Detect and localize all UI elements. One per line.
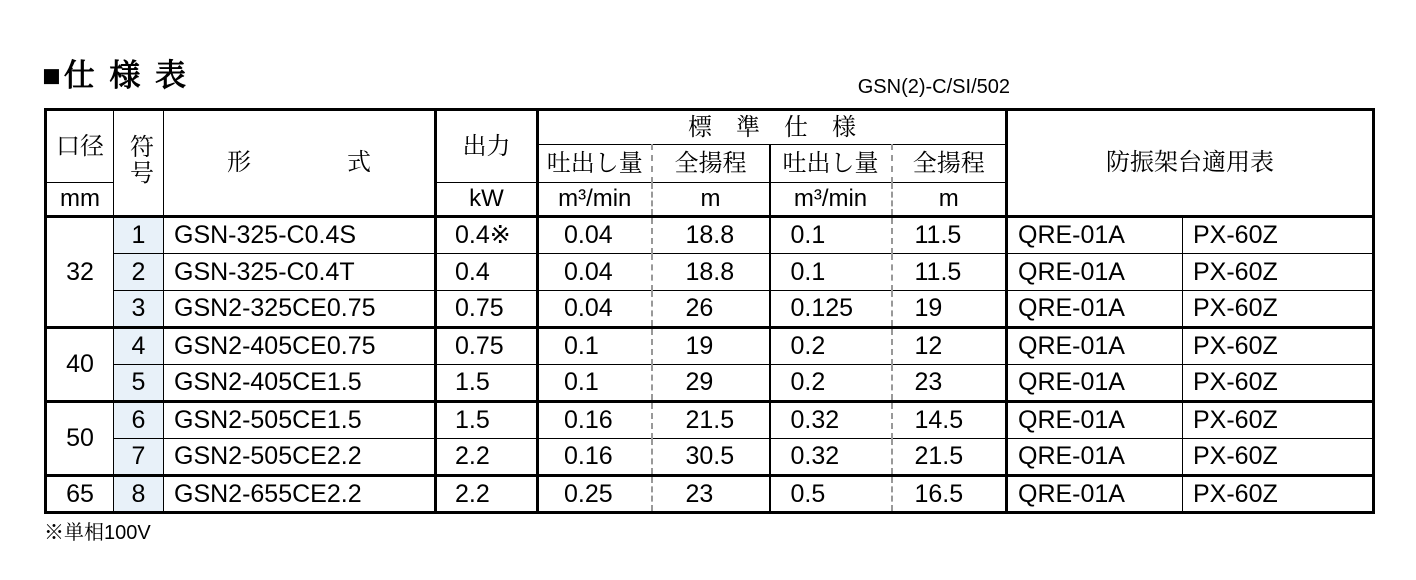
mount1-cell: QRE-01A: [1007, 254, 1183, 291]
output-cell: 1.5: [436, 402, 538, 439]
head1-cell: 26: [652, 291, 770, 328]
head1-cell: 30.5: [652, 439, 770, 476]
bore-cell: 65: [46, 476, 114, 513]
output-cell: 0.75: [436, 328, 538, 365]
mount1-cell: QRE-01A: [1007, 217, 1183, 254]
discharge2-cell: 0.2: [770, 328, 892, 365]
discharge2-cell: 0.32: [770, 402, 892, 439]
mount2-cell: PX-60Z: [1183, 439, 1374, 476]
mount2-cell: PX-60Z: [1183, 254, 1374, 291]
mount1-cell: QRE-01A: [1007, 328, 1183, 365]
model-cell: GSN2-505CE1.5: [164, 402, 436, 439]
head2-cell: 12: [892, 328, 1007, 365]
discharge1-cell: 0.1: [538, 328, 652, 365]
mount2-cell: PX-60Z: [1183, 476, 1374, 513]
table-row: [46, 328, 1374, 365]
discharge1-cell: 0.04: [538, 291, 652, 328]
output-cell: 2.2: [436, 476, 538, 513]
discharge2-cell: 0.32: [770, 439, 892, 476]
symbol-cell: 4: [114, 328, 164, 365]
spec-table: [44, 108, 1375, 514]
discharge2-cell: 0.1: [770, 254, 892, 291]
table-row: [46, 291, 1374, 328]
output-cell: 0.4: [436, 254, 538, 291]
table-row: [46, 254, 1374, 291]
head1-cell: 21.5: [652, 402, 770, 439]
table-row: [46, 217, 1374, 254]
col-header-discharge2: 吐出し量: [770, 145, 892, 183]
col-header-discharge1: 吐出し量: [538, 145, 652, 183]
head2-cell: 11.5: [892, 217, 1007, 254]
head2-cell: 14.5: [892, 402, 1007, 439]
col-header-standard-spec: 標 準 仕 様: [538, 110, 1007, 145]
unit-head1: m: [652, 183, 770, 217]
unit-bore: mm: [46, 183, 114, 217]
mount2-cell: PX-60Z: [1183, 365, 1374, 402]
footnote: ※単相100V: [44, 522, 151, 544]
symbol-cell: 7: [114, 439, 164, 476]
mount2-cell: PX-60Z: [1183, 217, 1374, 254]
symbol-cell: 2: [114, 254, 164, 291]
col-header-symbol: [114, 110, 164, 217]
table-row: [46, 402, 1374, 439]
head1-cell: 19: [652, 328, 770, 365]
discharge1-cell: 0.04: [538, 254, 652, 291]
col-header-symbol-label: 符号: [125, 134, 153, 187]
symbol-cell: 6: [114, 402, 164, 439]
mount1-cell: QRE-01A: [1007, 476, 1183, 513]
bore-cell: 40: [46, 328, 114, 402]
mount1-cell: QRE-01A: [1007, 439, 1183, 476]
head2-cell: 23: [892, 365, 1007, 402]
document-code: GSN(2)-C/SI/502: [857, 76, 1010, 98]
col-header-output: 出力: [436, 110, 538, 183]
head2-cell: 19: [892, 291, 1007, 328]
discharge2-cell: 0.125: [770, 291, 892, 328]
symbol-cell: 5: [114, 365, 164, 402]
model-cell: GSN-325-C0.4T: [164, 254, 436, 291]
model-cell: GSN2-325CE0.75: [164, 291, 436, 328]
head2-cell: 21.5: [892, 439, 1007, 476]
header-row-1: [46, 110, 1374, 145]
unit-output: kW: [436, 183, 538, 217]
output-cell: 0.75: [436, 291, 538, 328]
head2-cell: 11.5: [892, 254, 1007, 291]
head1-cell: 23: [652, 476, 770, 513]
mount2-cell: PX-60Z: [1183, 291, 1374, 328]
discharge1-cell: 0.16: [538, 402, 652, 439]
col-header-head2: 全揚程: [892, 145, 1007, 183]
mount1-cell: QRE-01A: [1007, 291, 1183, 328]
col-header-head1: 全揚程: [652, 145, 770, 183]
model-cell: GSN2-405CE1.5: [164, 365, 436, 402]
model-cell: GSN2-405CE0.75: [164, 328, 436, 365]
mount2-cell: PX-60Z: [1183, 328, 1374, 365]
symbol-cell: 1: [114, 217, 164, 254]
discharge2-cell: 0.2: [770, 365, 892, 402]
mount1-cell: QRE-01A: [1007, 402, 1183, 439]
col-header-bore: 口径: [46, 110, 114, 183]
discharge2-cell: 0.5: [770, 476, 892, 513]
discharge2-cell: 0.1: [770, 217, 892, 254]
output-cell: 0.4※: [436, 217, 538, 254]
head2-cell: 16.5: [892, 476, 1007, 513]
bore-cell: 50: [46, 402, 114, 476]
model-cell: GSN2-505CE2.2: [164, 439, 436, 476]
model-cell: GSN2-655CE2.2: [164, 476, 436, 513]
symbol-cell: 8: [114, 476, 164, 513]
page-title: ■仕 様 表: [42, 58, 189, 93]
output-cell: 2.2: [436, 439, 538, 476]
head1-cell: 29: [652, 365, 770, 402]
table-row: [46, 439, 1374, 476]
bore-cell: 32: [46, 217, 114, 328]
output-cell: 1.5: [436, 365, 538, 402]
table-row: [46, 476, 1374, 513]
discharge1-cell: 0.1: [538, 365, 652, 402]
mount2-cell: PX-60Z: [1183, 402, 1374, 439]
symbol-cell: 3: [114, 291, 164, 328]
discharge1-cell: 0.04: [538, 217, 652, 254]
head1-cell: 18.8: [652, 254, 770, 291]
col-header-mount-table: 防振架台適用表: [1007, 110, 1374, 217]
col-header-model: 形 式: [164, 110, 436, 217]
unit-discharge2: m³/min: [770, 183, 892, 217]
discharge1-cell: 0.25: [538, 476, 652, 513]
model-cell: GSN-325-C0.4S: [164, 217, 436, 254]
mount1-cell: QRE-01A: [1007, 365, 1183, 402]
discharge1-cell: 0.16: [538, 439, 652, 476]
unit-head2: m: [892, 183, 1007, 217]
unit-discharge1: m³/min: [538, 183, 652, 217]
table-row: [46, 365, 1374, 402]
head1-cell: 18.8: [652, 217, 770, 254]
